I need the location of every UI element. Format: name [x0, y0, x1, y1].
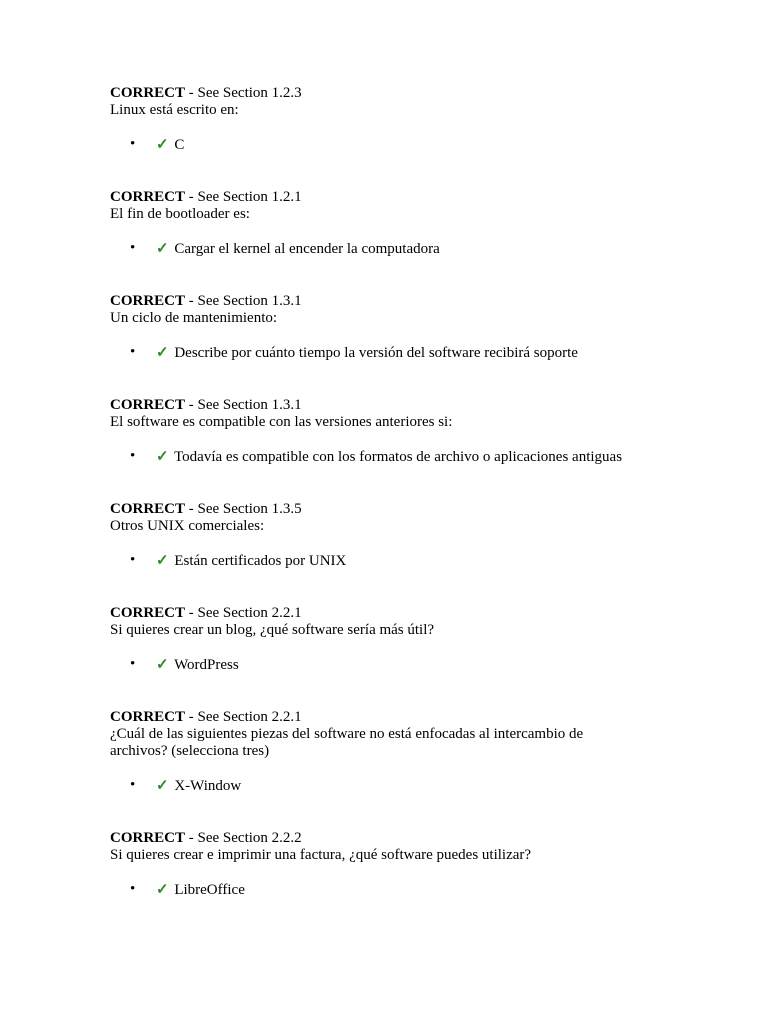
answer-list: [110, 657, 730, 674]
section-reference: - See Section 1.2.1: [185, 189, 302, 205]
check-icon: ✓: [156, 449, 169, 465]
answer-list: [110, 449, 730, 466]
question-text: Otros UNIX comerciales:: [110, 518, 265, 534]
bullet-icon: •: [130, 881, 136, 897]
result-line: [110, 189, 730, 206]
quiz-item: [110, 189, 730, 293]
section-reference: - See Section 1.3.1: [185, 293, 302, 309]
quiz-item: [110, 830, 730, 934]
bullet-icon: •: [130, 448, 136, 464]
bullet-icon: •: [130, 240, 136, 256]
result-status: CORRECT: [110, 501, 186, 517]
answer-item: [110, 449, 730, 466]
check-icon: ✓: [156, 553, 169, 569]
result-status: CORRECT: [110, 397, 186, 413]
quiz-item: [110, 85, 730, 189]
result-line: [110, 85, 730, 102]
check-icon: ✓: [156, 778, 169, 794]
result-line: [110, 501, 730, 518]
answer-text: Cargar el kernel al encender la computadora: [174, 241, 440, 257]
bullet-icon: •: [130, 656, 136, 672]
check-icon: ✓: [156, 882, 169, 898]
answer-text: Todavía es compatible con los formatos de archivo o aplicaciones antiguas: [174, 449, 623, 465]
answer-text: WordPress: [174, 657, 239, 673]
result-line: [110, 709, 730, 726]
answer-item: [110, 137, 730, 154]
result-line: [110, 830, 730, 847]
question-text: Si quieres crear un blog, ¿qué software sería más útil?: [110, 622, 435, 638]
check-icon: ✓: [156, 137, 169, 153]
question-text: Un ciclo de mantenimiento:: [110, 310, 278, 326]
answer-item: [110, 241, 730, 258]
bullet-icon: •: [130, 344, 136, 360]
bullet-icon: •: [130, 777, 136, 793]
section-reference: - See Section 2.2.1: [185, 605, 302, 621]
result-line: [110, 293, 730, 310]
answer-list: [110, 345, 730, 362]
quiz-item: [110, 501, 730, 605]
bullet-icon: •: [130, 136, 136, 152]
result-line: [110, 397, 730, 414]
answer-list: [110, 778, 730, 795]
quiz-item: [110, 397, 730, 501]
question-text: El software es compatible con las versiones anteriores si:: [110, 414, 453, 430]
answer-text: X-Window: [174, 778, 242, 794]
answer-list: [110, 241, 730, 258]
answer-text: Están certificados por UNIX: [174, 553, 347, 569]
section-reference: - See Section 1.3.5: [185, 501, 302, 517]
answer-text: Describe por cuánto tiempo la versión del software recibirá soporte: [174, 345, 578, 361]
question-text: El fin de bootloader es:: [110, 206, 250, 222]
question-text: Linux está escrito en:: [110, 102, 239, 118]
answer-list: [110, 882, 730, 899]
section-reference: - See Section 1.2.3: [185, 85, 302, 101]
result-line: [110, 605, 730, 622]
question-text: Si quieres crear e imprimir una factura, ¿qué software puedes utilizar?: [110, 847, 532, 863]
result-status: CORRECT: [110, 293, 186, 309]
answer-item: [110, 778, 730, 795]
quiz-item: [110, 605, 730, 709]
result-status: CORRECT: [110, 189, 186, 205]
result-status: CORRECT: [110, 830, 186, 846]
result-status: CORRECT: [110, 85, 186, 101]
result-status: CORRECT: [110, 709, 186, 725]
quiz-item: [110, 293, 730, 397]
section-reference: - See Section 2.2.1: [185, 709, 302, 725]
section-reference: - See Section 2.2.2: [185, 830, 302, 846]
answer-item: [110, 553, 730, 570]
answer-item: [110, 882, 730, 899]
section-reference: - See Section 1.3.1: [185, 397, 302, 413]
check-icon: ✓: [156, 241, 169, 257]
answer-item: [110, 657, 730, 674]
result-status: CORRECT: [110, 605, 186, 621]
answer-item: [110, 345, 730, 362]
answer-list: [110, 137, 730, 154]
answer-text: LibreOffice: [174, 882, 245, 898]
check-icon: ✓: [156, 345, 169, 361]
bullet-icon: •: [130, 552, 136, 568]
quiz-results-page: [110, 85, 730, 934]
answer-text: C: [174, 137, 185, 153]
quiz-item: [110, 709, 730, 830]
check-icon: ✓: [156, 657, 169, 673]
question-text: ¿Cuál de las siguientes piezas del software no está enfocadas al intercambio de archivos? (selecciona tres): [110, 726, 584, 759]
answer-list: [110, 553, 730, 570]
